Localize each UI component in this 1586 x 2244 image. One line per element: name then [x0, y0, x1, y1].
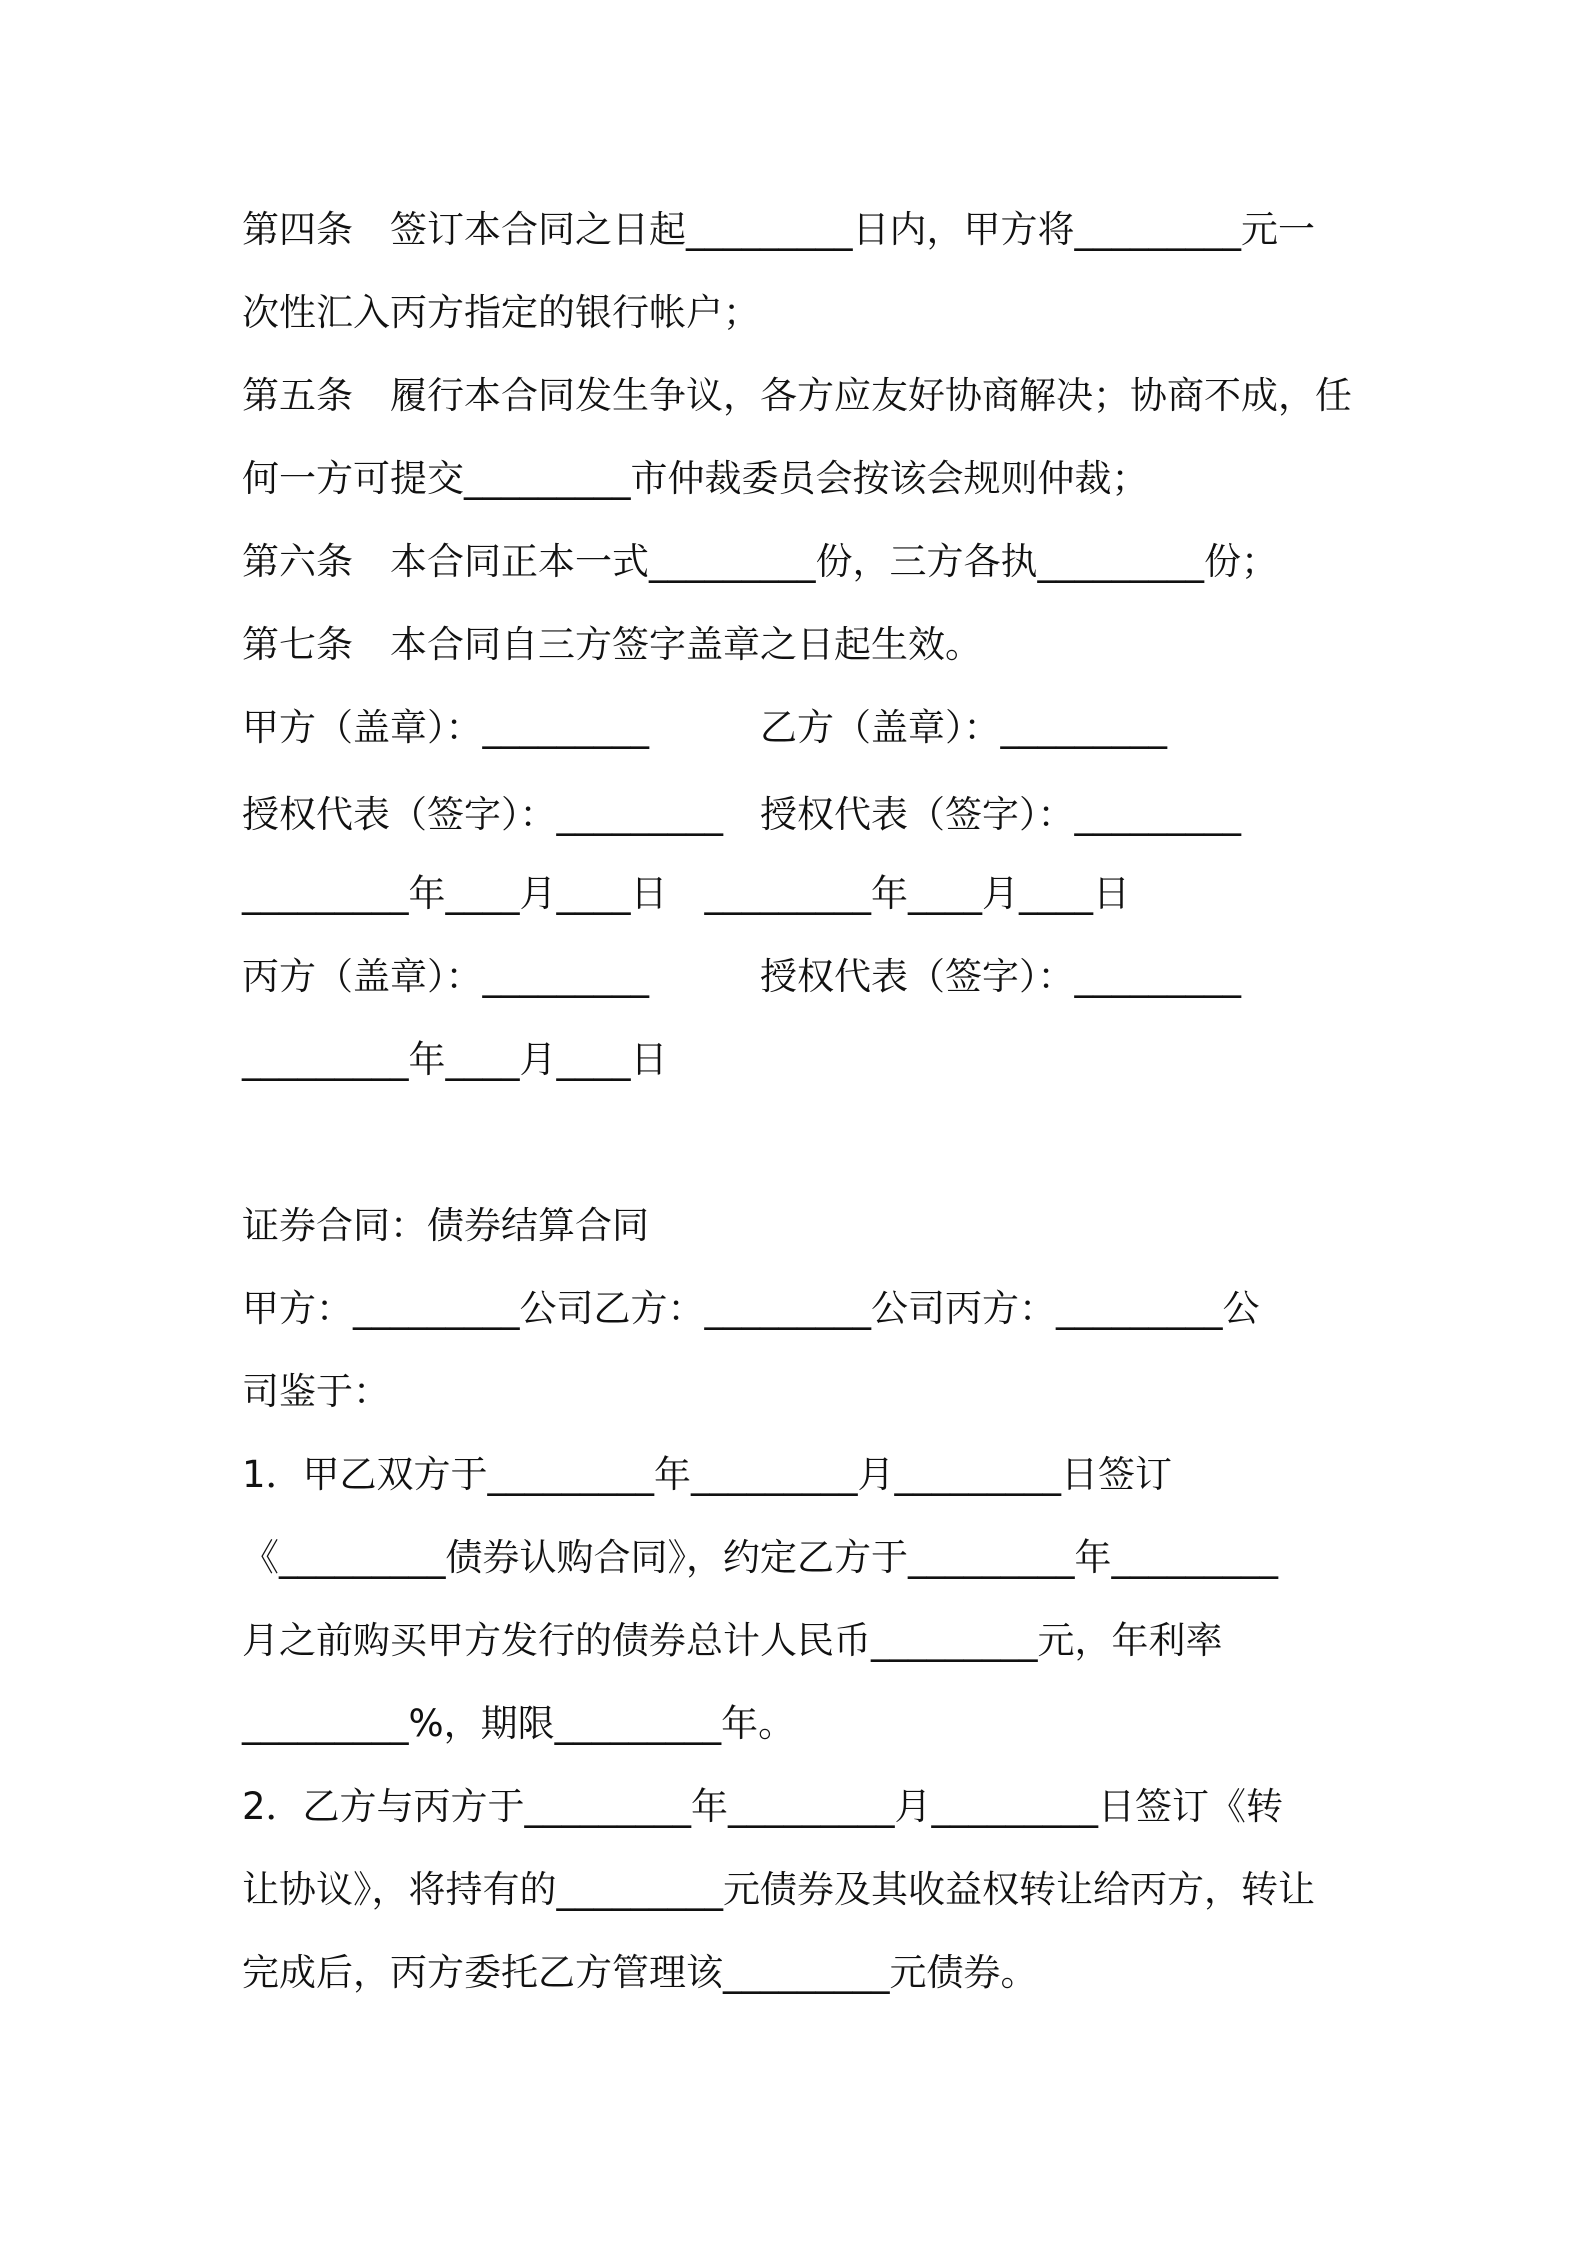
clause-1-line-2: 《_________债券认购合同》，约定乙方于_________年_________ [242, 1536, 1278, 1579]
signature-dates: _________年____月____日 _________年____月____日 [242, 872, 1130, 915]
signature-representatives: 授权代表（签字）：_________ 授权代表（签字）：_________ [242, 793, 1241, 836]
contract-title: 证券合同：债券结算合同 [242, 1204, 649, 1247]
signature-party-a-b: 甲方（盖章）：_________ 乙方（盖章）：_________ [242, 706, 1167, 749]
clause-2-line-1: 2．乙方与丙方于_________年_________月_________日签订《转 [242, 1785, 1284, 1828]
clause-1-line-3: 月之前购买甲方发行的债券总计人民币_________元，年利率 [242, 1619, 1223, 1662]
article-4-line-2: 次性汇入丙方指定的银行帐户； [242, 291, 760, 334]
clause-1-line-1: 1．甲乙双方于_________年_________月_________日签订 [242, 1453, 1173, 1496]
clause-1-line-4: _________%，期限_________年。 [242, 1702, 796, 1745]
article-5-line-1: 第五条 履行本合同发生争议，各方应友好协商解决；协商不成，任 [242, 374, 1352, 417]
article-7: 第七条 本合同自三方签字盖章之日起生效。 [242, 623, 982, 666]
clause-2-line-3: 完成后，丙方委托乙方管理该_________元债券。 [242, 1951, 1038, 1994]
article-5-line-2: 何一方可提交_________市仲裁委员会按该会规则仲裁； [242, 457, 1149, 500]
article-6: 第六条 本合同正本一式_________份，三方各执_________份； [242, 540, 1278, 583]
clause-2-line-2: 让协议》，将持有的_________元债券及其收益权转让给丙方，转让 [242, 1868, 1315, 1911]
article-4-line-1: 第四条 签订本合同之日起_________日内，甲方将_________元一 [242, 208, 1315, 251]
parties-line-2: 司鉴于： [242, 1370, 390, 1413]
signature-party-c: 丙方（盖章）：_________ 授权代表（签字）：_________ [242, 955, 1241, 998]
signature-date-c: _________年____月____日 [242, 1038, 668, 1081]
parties-line-1: 甲方：_________公司乙方：_________公司丙方：_________公 [242, 1287, 1260, 1330]
